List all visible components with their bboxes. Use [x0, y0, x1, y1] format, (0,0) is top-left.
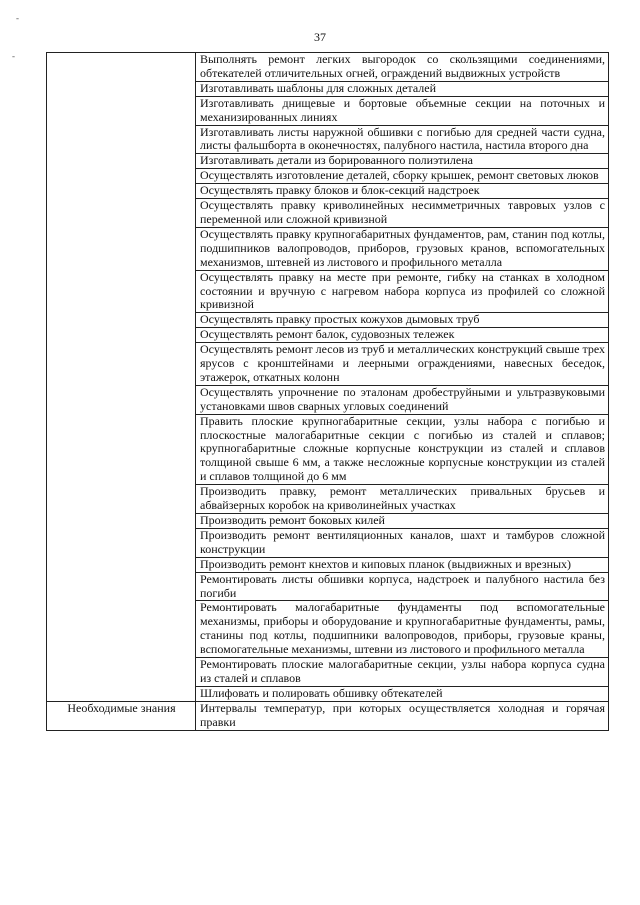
skill-cell: Выполнять ремонт легких выгородок со скользящими соединениями, обтекателей отличительных огней, ограждений выдвижных устройств: [196, 53, 609, 82]
skill-cell: Ремонтировать плоские малогабаритные секции, узлы набора корпуса судна из сталей и сплавов: [196, 658, 609, 687]
skill-cell: Осуществлять правку простых кожухов дымовых труб: [196, 313, 609, 328]
page-number: 37: [314, 30, 326, 44]
skill-cell: Изготавливать листы наружной обшивки с погибью для средней части судна, листы фальшборта в оконечностях, палубного настила, настила второго дна: [196, 125, 609, 154]
skill-cell: Осуществлять правку крупногабаритных фундаментов, рам, станин под котлы, подшипников валопроводов, приборов, грузовых кранов, вспомогательных механизмов, штевней из листового и профильного металла: [196, 227, 609, 270]
skill-cell: Производить ремонт кнехтов и киповых планок (выдвижных и врезных): [196, 557, 609, 572]
knowledge-cell: Интервалы температур, при которых осуществляется холодная и горячая правки: [196, 701, 609, 730]
section-label: Необходимые знания: [47, 701, 196, 730]
skill-cell: Ремонтировать малогабаритные фундаменты под вспомогательные механизмы, приборы и оборудование и крупногабаритные фундаменты, рамы, станины под котлы, подшипники валопроводов, приборы, грузовые краны, вспомогательные механизмы, штевни из листового и профильного металла: [196, 601, 609, 658]
skill-cell: Осуществлять ремонт лесов из труб и металлических конструкций свыше трех ярусов с кронштейнами и леерными ограждениями, навесных беседок, этажерок, откатных колонн: [196, 343, 609, 386]
skill-cell: Осуществлять правку блоков и блок-секций надстроек: [196, 184, 609, 199]
competency-table: [46, 52, 609, 731]
skill-cell: Изготавливать днищевые и бортовые объемные секции на поточных и механизированных линиях: [196, 96, 609, 125]
margin-mark: -: [12, 51, 15, 61]
skill-cell: Осуществлять правку на месте при ремонте, гибку на станках в холодном состоянии и вручную с нагревом набора корпуса из профилей со сложной кривизной: [196, 270, 609, 313]
margin-mark: -: [16, 13, 19, 23]
skill-cell: Производить ремонт боковых килей: [196, 514, 609, 529]
skill-cell: Осуществлять упрочнение по эталонам дробеструйными и ультразвуковыми установками швов сварных угловых соединений: [196, 385, 609, 414]
skill-cell: Править плоские крупногабаритные секции, узлы набора с погибью и плоскостные малогабаритные секции с погибью из сталей и сплавов; крупногабаритные сложные корпусные конструкции из сталей и сплавов толщиной свыше 6 мм, а также несложные корпусные конструкции из сталей и сплавов толщиной до 6 мм: [196, 414, 609, 485]
skill-cell: Производить правку, ремонт металлических привальных брусьев и абвайзерных коробок на криволинейных участках: [196, 485, 609, 514]
skill-cell: Ремонтировать листы обшивки корпуса, надстроек и палубного настила без погиби: [196, 572, 609, 601]
skill-cell: Осуществлять ремонт балок, судовозных тележек: [196, 328, 609, 343]
table-row: [47, 53, 609, 82]
table-row: [47, 701, 609, 730]
skill-cell: Производить ремонт вентиляционных каналов, шахт и тамбуров сложной конструкции: [196, 528, 609, 557]
skill-cell: Осуществлять правку криволинейных несимметричных тавровых узлов с переменной или сложной кривизной: [196, 199, 609, 228]
skill-cell: Изготавливать шаблоны для сложных деталей: [196, 81, 609, 96]
skill-cell: Изготавливать детали из борированного полиэтилена: [196, 154, 609, 169]
skill-cell: Осуществлять изготовление деталей, сборку крышек, ремонт световых люков: [196, 169, 609, 184]
skill-cell: Шлифовать и полировать обшивку обтекателей: [196, 686, 609, 701]
label-cell: [47, 53, 196, 702]
